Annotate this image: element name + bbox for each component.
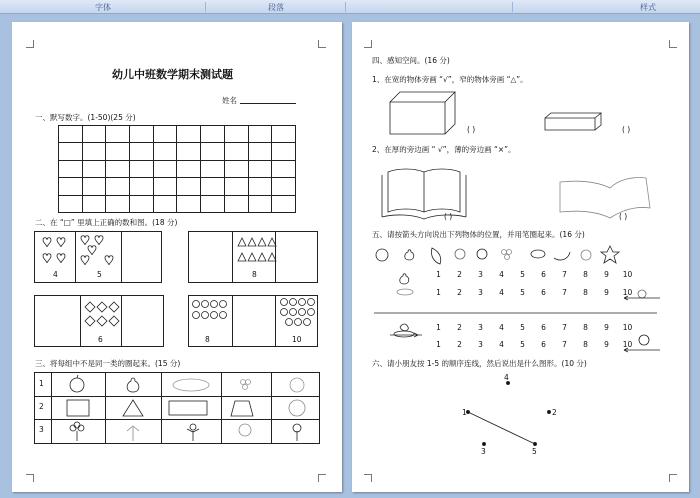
ribbon-group-font[interactable]: 字体 [95,3,111,12]
classification-pictures [35,373,321,445]
answer-paren: ( ) [622,125,631,134]
box-number-e: 8 [205,335,210,344]
section-5-heading: 五、请按箭头方向说出下列物体的位置，并用笔圈起来。(16 分) [372,230,585,239]
document-page-1 [12,22,342,492]
trapezoid-icon [231,401,253,416]
grapes-icon [243,385,248,390]
page-title: 幼儿中班数学期末测试题 [112,68,233,81]
rectangle-icon [169,401,207,415]
crop-mark [26,474,34,482]
crop-mark [318,40,326,48]
dot-5 [534,443,537,446]
dot-label-2: 2 [552,408,557,417]
name-underline [240,103,296,104]
dot-label-1: 1 [462,408,467,417]
classification-table [34,372,320,444]
flower-icon [190,424,196,430]
square-icon [67,400,89,416]
box-number-a: 4 [53,270,58,279]
section-3-heading: 三、将每组中不是同一类的圈起来。(15 分) [35,359,181,368]
answer-paren: ( ) [619,212,628,221]
answer-paren: ( ) [467,125,476,134]
crop-mark [26,40,34,48]
peach-icon [290,378,304,392]
ribbon-group-paragraph[interactable]: 段落 [268,3,284,12]
ribbon-bar [0,0,700,14]
number-row-3: 1 2 3 4 5 6 7 8 9 10 [436,323,633,332]
circles-box [188,295,318,347]
dot-2 [548,411,551,414]
triangles-box [188,231,318,283]
number-row-1: 1 2 3 4 5 6 7 8 9 10 [436,270,633,279]
dot-3 [483,443,486,446]
number-row-4: 1 2 3 4 5 6 7 8 9 10 [436,340,633,349]
section-1-heading: 一、默写数字。(1-50)(25 分) [35,113,136,122]
number-writing-grid [58,125,296,213]
ribbon-group-styles[interactable]: 样式 [640,3,656,12]
leaf-icon [173,379,209,391]
document-page-2 [352,22,689,492]
flower-icon [74,422,80,428]
name-label: 姓名 [222,96,237,105]
question-4-2: 2、在厚的旁边画 “ √”，薄的旁边画 “×”。 [372,145,516,154]
box-number-c: 8 [252,270,257,279]
dot-label-5: 5 [532,447,537,456]
section-4-heading: 四、感知空间。(16 分) [372,56,450,65]
drawn-line [468,412,535,444]
question-4-1: 1、在宽的物体旁画 “√”，窄的物体旁画 “△”。 [372,75,528,84]
pear-icon [127,378,139,392]
section-6-heading: 六、请小朋友按 1-5 的顺序连线，然后说出是什么图形。(10 分) [372,359,587,368]
dot-to-dot-puzzle [352,22,689,492]
apple-icon [70,378,84,392]
tree-icon [127,426,139,441]
tulip-icon [293,424,301,432]
row-label-2: 2 [39,402,44,411]
box-number-f: 10 [292,335,302,344]
triangle-icon [123,400,143,416]
hearts-box [34,231,162,283]
row-label-3: 3 [39,425,44,434]
answer-paren: ( ) [444,212,453,221]
dot-label-3: 3 [481,447,486,456]
section-2-heading: 二、在 “□” 里填上正确的数和图。(18 分) [35,218,178,227]
flower-icon [239,424,251,436]
number-row-2: 1 2 3 4 5 6 7 8 9 10 [436,288,633,297]
box-number-b: 5 [97,270,102,279]
row-label-1: 1 [39,379,44,388]
dot-label-4: 4 [504,373,509,382]
diamonds-box [34,295,164,347]
crop-mark [318,474,326,482]
ball-icon [289,400,305,416]
box-number-d: 6 [98,335,103,344]
